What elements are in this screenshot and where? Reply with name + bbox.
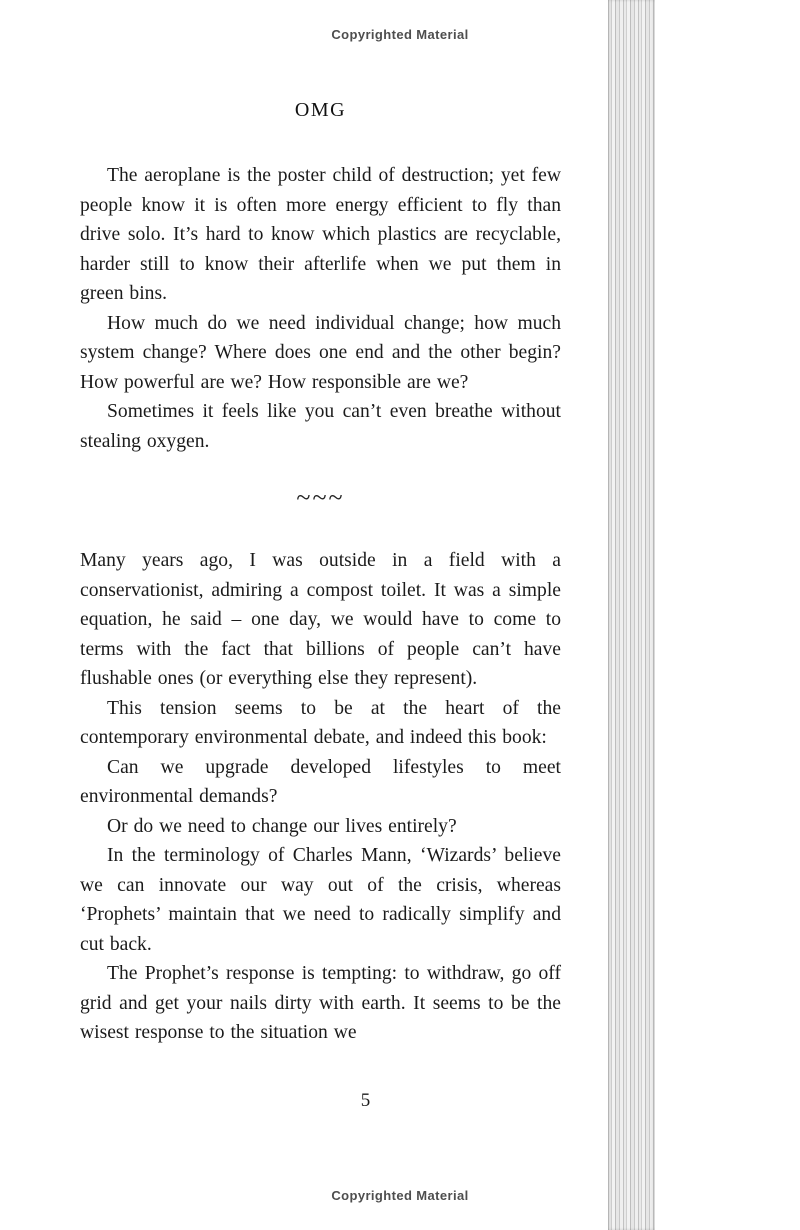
page-content — [80, 0, 561, 1112]
page-number: 5 — [360, 1089, 371, 1111]
paragraph: The Prophet’s response is tempting: to withdraw, go off grid and get your nails dirty with earth. It seems to be the wisest response to the situation we — [80, 963, 561, 1043]
body-text — [80, 161, 561, 1048]
section-divider: ~~~ — [296, 483, 345, 512]
paragraph: Can we upgrade developed lifestyles to meet environmental demands? — [80, 756, 561, 807]
paragraph: In the terminology of Charles Mann, ‘Wizards’ believe we can innovate our way out of the crisis, whereas ‘Prophets’ maintain that we need to radically simplify and cut back. — [80, 845, 561, 955]
chapter-title: OMG — [294, 99, 347, 121]
book-page-edge — [608, 0, 655, 1230]
paragraph: The aeroplane is the poster child of destruction; yet few people know it is often more energy efficient to fly than drive solo. It’s hard to know which plastics are recyclable, harder still to know their afterlife when we put them in green bins. — [80, 165, 561, 304]
paragraph: Or do we need to change our lives entirely? — [107, 815, 457, 837]
paragraph: This tension seems to be at the heart of the contemporary environmental debate, and indeed this book: — [80, 697, 561, 748]
paragraph: Many years ago, I was outside in a field with a conservationist, admiring a compost toilet. It was a simple equation, he said – one day, we would have to come to terms with the fact that billions of people can’t have flushable ones (or everything else they represent). — [80, 550, 561, 689]
copyright-notice-bottom: Copyrighted Material — [331, 1188, 469, 1203]
paragraph: Sometimes it feels like you can’t even breathe without stealing oxygen. — [80, 401, 561, 452]
paragraph: How much do we need individual change; how much system change? Where does one end and the other begin? How powerful are we? How responsible are we? — [80, 312, 561, 393]
copyright-notice-top: Copyrighted Material — [331, 27, 469, 42]
